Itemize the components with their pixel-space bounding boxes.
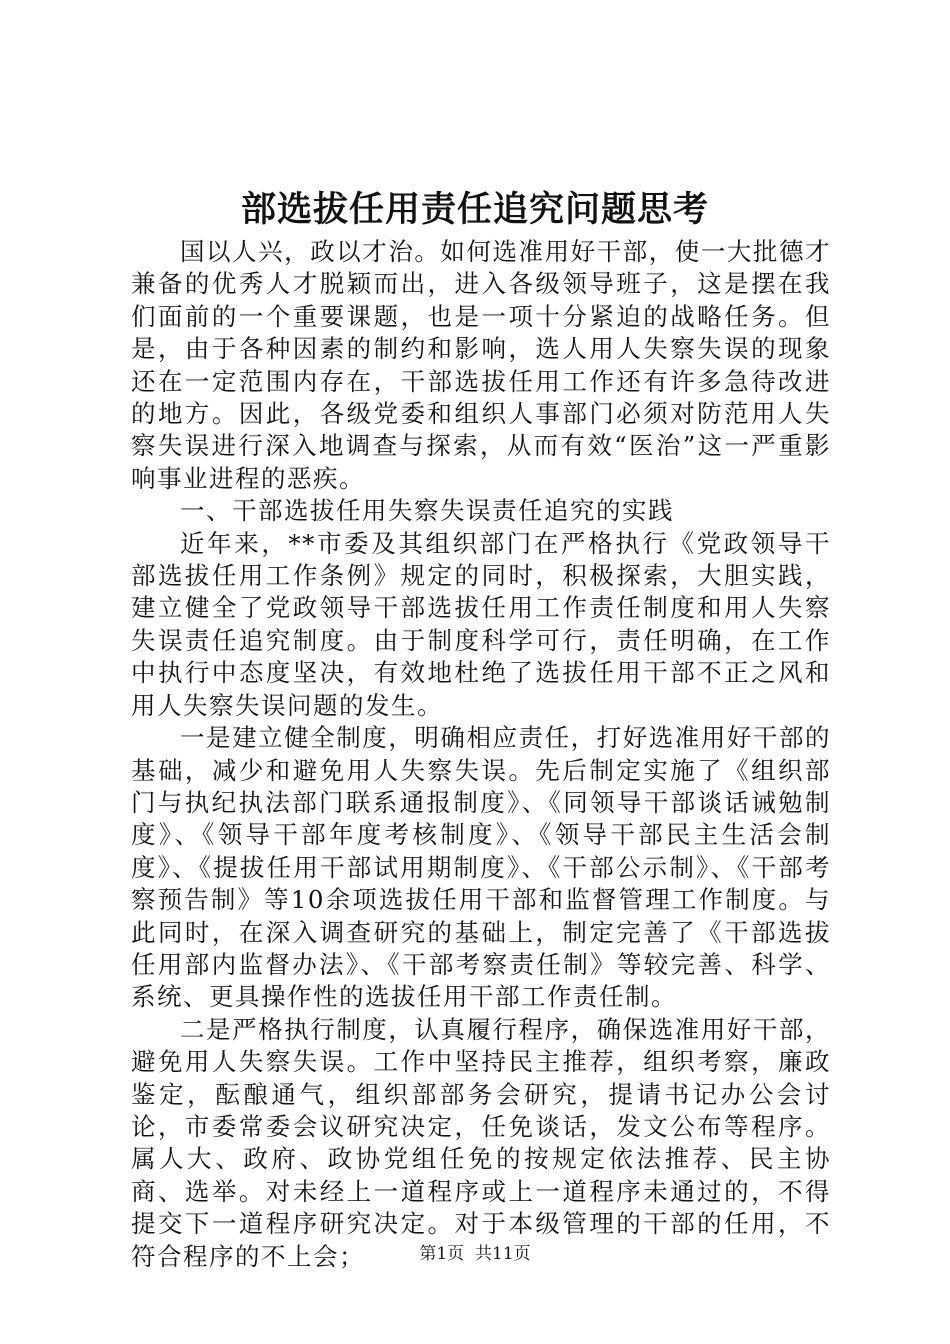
page-footer [0, 1243, 950, 1265]
page-number: 第1页 [419, 1244, 465, 1264]
paragraph-point-1: 一是建立健全制度，明确相应责任，打好选准用好干部的基础，减少和避免用人失察失误。先后制定实施了《组织部门与执纪执法部门联系通报制度》、《同领导干部谈话诫勉制度》、《领导干部年度考核制度》、《领导干部民主生活会制度》、《提拔任用干部试用期制度》、《干部公示制》、《干部考察预告制》等10余项选拔任用干部和监督管理工作制度。与此同时，在深入调查研究的基础上，制定完善了《干部选拔任用部内监督办法》、《干部考察责任制》等较完善、科学、系统、更具操作性的选拔任用干部工作责任制。 [131, 723, 831, 1012]
document-title: 部选拔任用责任追究问题思考 [240, 189, 709, 230]
section-heading-1: 一、干部选拔任用失察失误责任追究的实践 [180, 496, 674, 526]
paragraph-practice: 近年来，**市委及其组织部门在严格执行《党政领导干部选拔任用工作条例》规定的同时，积极探索，大胆实践，建立健全了党政领导干部选拔任用工作责任制度和用人失察失误责任追究制度。由于制度科学可行，责任明确，在工作中执行中态度坚决，有效地杜绝了选拔任用干部不正之风和用人失察失误问题的发生。 [131, 528, 831, 720]
document-body [131, 236, 831, 1273]
paragraph-intro: 国以人兴，政以才治。如何选准用好干部，使一大批德才兼备的优秀人才脱颖而出，进入各级领导班子，这是摆在我们面前的一个重要课题，也是一项十分紧迫的战略任务。但是，由于各种因素的制约和影响，选人用人失察失误的现象还在一定范围内存在，干部选拔任用工作还有许多急待改进的地方。因此，各级党委和组织人事部门必须对防范用人失察失误进行深入地调查与探索，从而有效“医治”这一严重影响事业进程的恶疾。 [131, 237, 831, 493]
paragraph-point-2: 二是严格执行制度，认真履行程序，确保选准用好干部，避免用人失察失误。工作中坚持民主推荐，组织考察，廉政鉴定，酝酿通气，组织部部务会研究，提请书记办公会讨论，市委常委会议研究决定，任免谈话，发文公布等程序。属人大、政府、政协党组任免的按规定依法推荐、民主协商、选举。对未经上一道程序或上一道程序未通过的，不得提交下一道程序研究决定。对于本级管理的干部的任用，不符合程序的不上会； [131, 1014, 831, 1271]
page-total: 共11页 [475, 1244, 531, 1264]
